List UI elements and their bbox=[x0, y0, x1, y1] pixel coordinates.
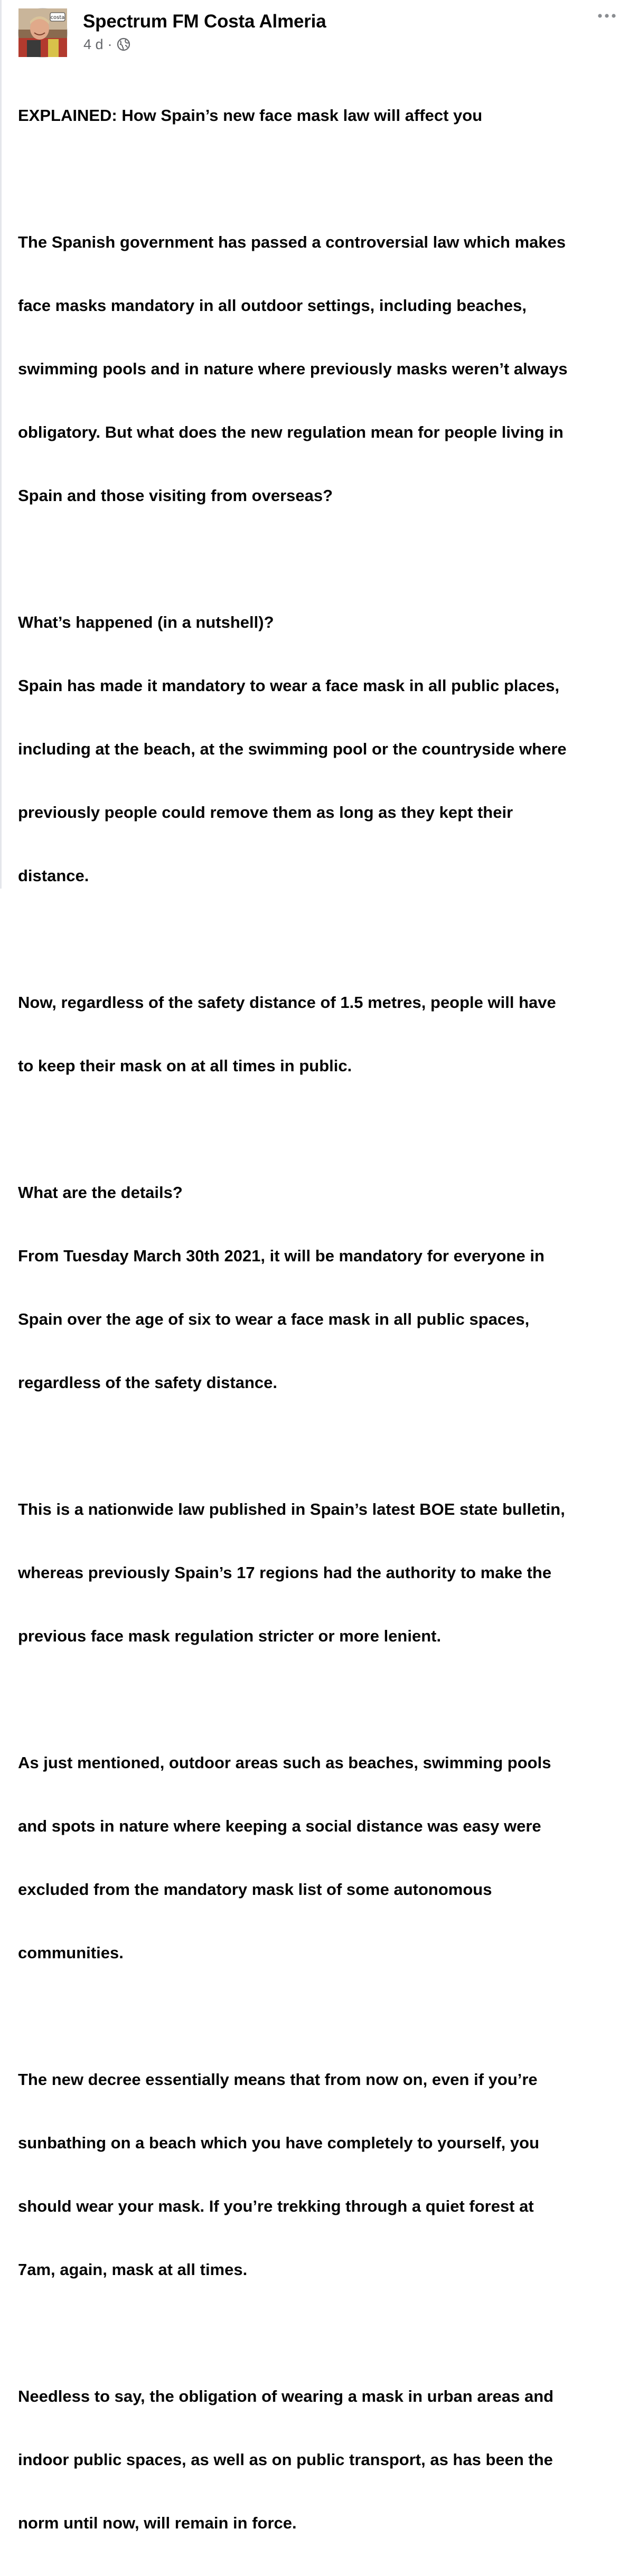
post-line: previously people could remove them as long as they kept their bbox=[18, 803, 513, 822]
post-paragraph bbox=[18, 570, 615, 929]
post-line: Spain over the age of six to wear a face mask in all public spaces, bbox=[18, 1310, 530, 1328]
post-line: obligatory. But what does the new regulation mean for people living in bbox=[18, 423, 564, 441]
post-line: EXPLAINED: How Spain’s new face mask law will affect you bbox=[18, 106, 483, 125]
post-paragraph bbox=[18, 1140, 615, 1436]
more-dots-icon[interactable] bbox=[594, 8, 620, 24]
post-paragraph bbox=[18, 950, 615, 1119]
post-line: Spain and those visiting from overseas? bbox=[18, 486, 333, 505]
post-line: whereas previously Spain’s 17 regions had the authority to make the bbox=[18, 1563, 552, 1582]
post-line: As just mentioned, outdoor areas such as beaches, swimming pools bbox=[18, 1753, 551, 1772]
post-header bbox=[18, 8, 620, 56]
post-paragraph bbox=[18, 1457, 615, 1689]
avatar[interactable] bbox=[18, 8, 68, 58]
post-line: indoor public spaces, as well as on public transport, as has been the bbox=[18, 2450, 553, 2469]
post-line: face masks mandatory in all outdoor settings, including beaches, bbox=[18, 296, 527, 315]
post-paragraph bbox=[18, 1710, 615, 2006]
post-line: communities. bbox=[18, 1943, 124, 1962]
post-paragraph bbox=[18, 190, 615, 549]
post-line: Now, regardless of the safety distance of 1.5 metres, people will have bbox=[18, 993, 556, 1012]
post-line: From Tuesday March 30th 2021, it will be mandatory for everyone in bbox=[18, 1247, 544, 1265]
post-line: norm until now, will remain in force. bbox=[18, 2514, 297, 2532]
post-line: regardless of the safety distance. bbox=[18, 1373, 278, 1392]
post-line: The Spanish government has passed a controversial law which makes bbox=[18, 233, 566, 251]
post-line: Needless to say, the obligation of wearing a mask in urban areas and bbox=[18, 2387, 554, 2405]
post-line: 7am, again, mask at all times. bbox=[18, 2260, 248, 2279]
post-line: to keep their mask on at all times in public. bbox=[18, 1056, 352, 1075]
post-line: This is a nationwide law published in Spain’s latest BOE state bulletin, bbox=[18, 1500, 565, 1518]
post-line: sunbathing on a beach which you have completely to yourself, you bbox=[18, 2134, 540, 2152]
post-paragraph bbox=[18, 63, 615, 168]
post-line: Spain has made it mandatory to wear a face mask in all public places, bbox=[18, 676, 560, 695]
avatar-image bbox=[18, 8, 67, 57]
post-line: previous face mask regulation stricter or more lenient. bbox=[18, 1627, 442, 1645]
post-line: What are the details? bbox=[18, 1183, 183, 1202]
post-line: excluded from the mandatory mask list of some autonomous bbox=[18, 1880, 492, 1899]
globe-icon[interactable] bbox=[117, 37, 130, 51]
post-meta bbox=[83, 35, 130, 53]
post-paragraph bbox=[18, 2027, 615, 2323]
meta-separator: · bbox=[107, 36, 112, 52]
post-paragraph bbox=[18, 2344, 615, 2576]
page-name[interactable]: Spectrum FM Costa Almeria bbox=[83, 11, 326, 32]
avatar-badge: costa bbox=[50, 15, 65, 21]
post-line: The new decree essentially means that from now on, even if you’re bbox=[18, 2070, 538, 2089]
post-line: and spots in nature where keeping a social distance was easy were bbox=[18, 1817, 541, 1835]
post-line: swimming pools and in nature where previously masks weren’t always bbox=[18, 360, 568, 378]
post-body bbox=[18, 63, 615, 2576]
divider bbox=[0, 0, 2, 889]
post-line: distance. bbox=[18, 866, 89, 885]
post-line: What’s happened (in a nutshell)? bbox=[18, 613, 274, 631]
post-time[interactable]: 4 d bbox=[83, 36, 104, 52]
post-line: including at the beach, at the swimming pool or the countryside where bbox=[18, 740, 567, 758]
post-line: should wear your mask. If you’re trekking through a quiet forest at bbox=[18, 2197, 534, 2215]
